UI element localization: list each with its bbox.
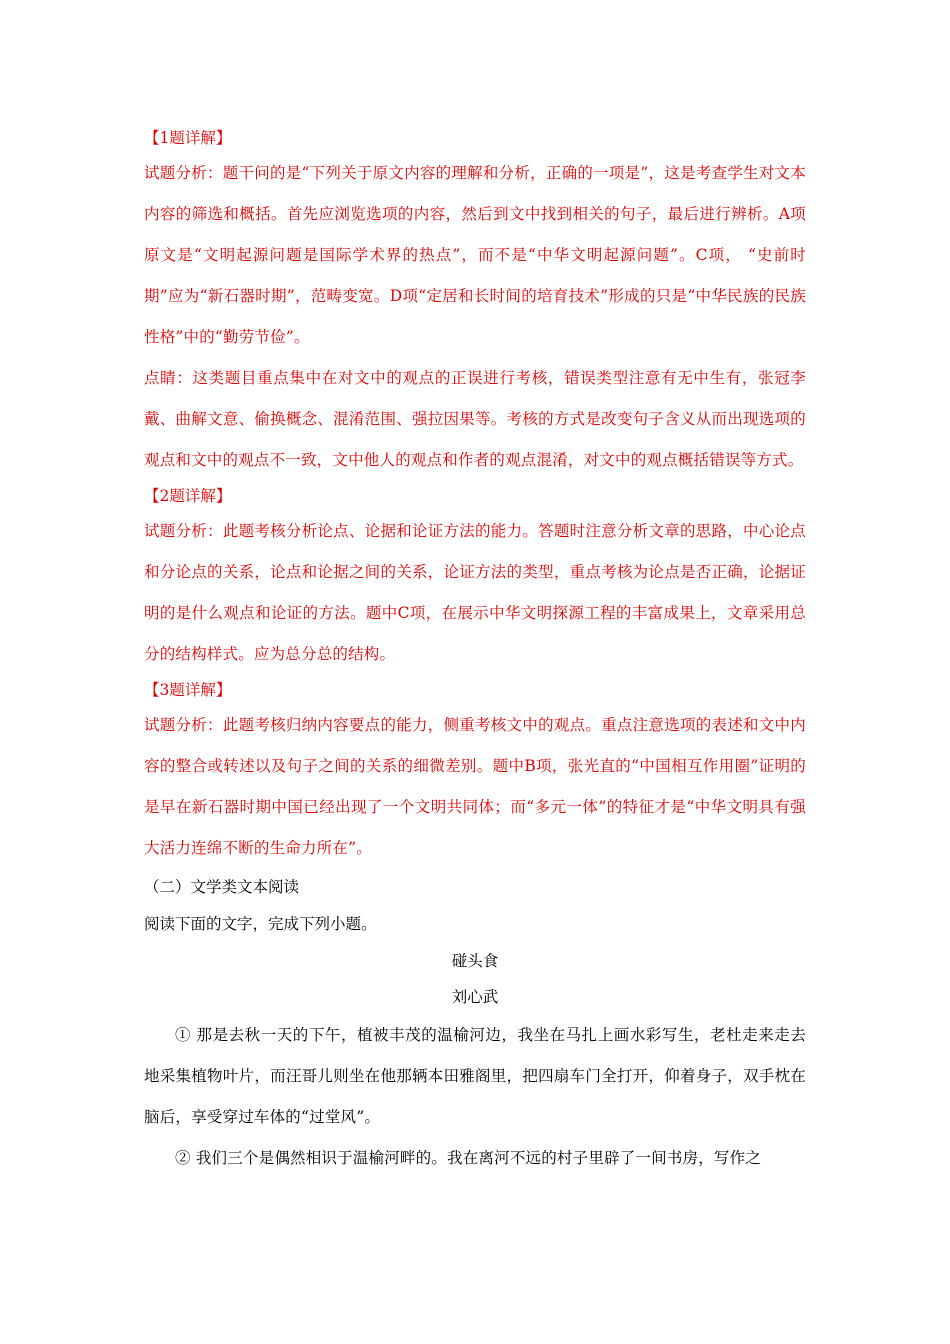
q1-tip: 点睛：这类题目重点集中在对文中的观点的正误进行考核，错误类型注意有无中生有，张冠李戴、曲解文意、偷换概念、混淆范围、强拉因果等。考核的方式是改变句子含义从而出现选项的观点和文中的观点不一致，文中他人的观点和作者的观点混淆，对文中的观点概括错误等方式。 [144, 369, 806, 469]
q1-analysis: 试题分析：题干问的是“下列关于原文内容的理解和分析，正确的一项是”，这是考查学生对文本内容的筛选和概括。首先应浏览选项的内容，然后到文中找到相关的句子，最后进行辨析。A项原文是“文明起源问题是国际学术界的热点”，而不是“中华文明起源问题”。C项， “史前时期”应为“新石器时期”，范畴变宽。D项“定居和长时间的培育技术”形成的只是“中华民族的民族性格”中的“勤劳节俭”。 [144, 164, 806, 346]
article-author: 刘心武 [451, 988, 499, 1006]
q2-analysis: 试题分析：此题考核分析论点、论据和论证方法的能力。答题时注意分析文章的思路，中心论点和分论点的关系，论点和论据之间的关系，论证方法的类型，重点考核为论点是否正确，论据证明的是什么观点和论证的方法。题中C项，在展示中华文明探源工程的丰富成果上，文章采用总分的结构样式。应为总分总的结构。 [144, 522, 806, 663]
section-title: （二）文学类文本阅读 [144, 878, 300, 896]
q3-analysis: 试题分析：此题考核归纳内容要点的能力，侧重考核文中的观点。重点注意选项的表述和文中内容的整合或转述以及句子之间的关系的细微差别。题中B项，张光直的“中国相互作用圈”证明的是早在新石器时期中国已经出现了一个文明共同体；而“多元一体”的特征才是“中华文明具有强大活力连绵不断的生命力所在”。 [144, 716, 806, 857]
q3-heading: 【3题详解】 [144, 681, 232, 699]
section-instruction: 阅读下面的文字，完成下列小题。 [144, 915, 377, 933]
q1-heading: 【1题详解】 [144, 129, 232, 147]
article-paragraph-2: ② 我们三个是偶然相识于温榆河畔的。我在离河不远的村子里辟了一间书房，写作之 [175, 1149, 762, 1167]
article-title: 碰头食 [451, 952, 499, 970]
q2-heading: 【2题详解】 [144, 487, 232, 505]
article-paragraph-1: ① 那是去秋一天的下午，植被丰茂的温榆河边，我坐在马扎上画水彩写生，老杜走来走去地采集植物叶片，而汪哥儿则坐在他那辆本田雅阁里，把四扇车门全打开，仰着身子，双手枕在脑后，享受穿过车体的“过堂风”。 [144, 1026, 806, 1126]
